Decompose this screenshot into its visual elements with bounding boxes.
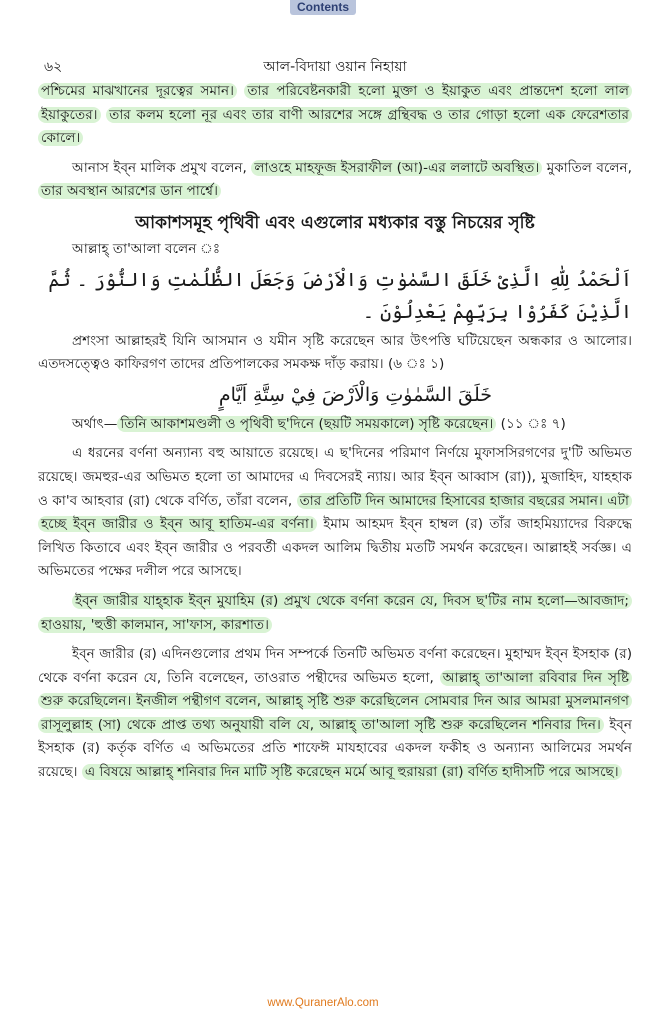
paragraph-6 (38, 590, 632, 637)
paragraph-7 (38, 643, 632, 785)
allah-says-line: আল্লাহ্ তা'আলা বলেন ঃ (72, 240, 221, 257)
highlight: পশ্চিমের মাঝখানের দূরত্বের সমান। (38, 83, 237, 99)
highlight: এ বিষয়ে আল্লাহ্ শনিবার দিন মাটি সৃষ্টি করেছেন মর্মে আবূ হুরায়রা (রা) বর্ণিত হাদীসটি পরে আসছে। (82, 764, 622, 780)
highlight: তার প্রতিটি দিন আমাদের হিসাবের হাজার বছরের সমান। এটা হচ্ছে ইব্‌ন জারীর ও ইব্‌ন আবূ হাতিম-এর বর্ণনা। (38, 493, 632, 533)
text-run: এ ধরনের বর্ণনা অন্যান্য বহু আয়াতে রয়েছে। এ ছ'দিনের পরিমাণ নির্ণয়ে মুফাসসিরগণের দু'টি অভিমত রয়েছে। জমহুর-এর অভিমত হলো তা আমাদের এ দিবসেরই ন্যায়। আর ইব্‌ন আব্বাস (রা)), মুজাহিদ, যাহহাক ও কা'ব আহবার (রা) থেকে বর্ণিত, তাঁরা বলেন, (38, 445, 632, 509)
paragraph-5 (38, 442, 632, 584)
highlight: তার পরিবেষ্টনকারী হলো মুক্তা ও ইয়াকুত এবং প্রান্তদেশ হলো লাল ইয়াকুতের। (38, 83, 632, 123)
text-run: ইমাম আহমদ ইব্‌ন হাম্বল (র) তাঁর জাহমিয়্যাদের বিরুদ্ধে লিখিত কিতাবে এবং ইব্‌ন জারীর ও পরবর্তী একদল আলিম দ্বিতীয় মতটি সমর্থন করেছেন। আল্লাহই সর্বজ্ঞ। এ অভিমতের পক্ষের দলীল পরে আসছে। (38, 516, 632, 580)
section-heading: আকাশসমূহ পৃথিবী এবং এগুলোর মধ্যকার বস্তু নিচয়ের সৃষ্টি (135, 212, 535, 233)
paragraph-1 (38, 80, 632, 151)
footer-website[interactable]: www.QuranerAlo.com (267, 997, 379, 1009)
highlight: তার অবস্থান আরশের ডান পার্শ্বে। (38, 183, 221, 199)
text-run: অর্থাৎ— (72, 415, 118, 432)
paragraph-3: প্রশংসা আল্লাহরই যিনি আসমান ও যমীন সৃষ্টি করেছেন আর উৎপত্তি ঘটিয়েছেন অন্ধকার ও আলোর। এতদসত্ত্বেও কাফিরগণ তাদের প্রতিপালকের সমকক্ষ দাঁড় করায়। (৬ ঃ ১) (38, 332, 632, 373)
running-header (38, 54, 632, 74)
top-bar (0, 0, 646, 16)
book-page (38, 54, 632, 990)
paragraph-4 (38, 413, 632, 437)
highlight: আল্লাহ্ তা'আলা রবিবার দিন সৃষ্টি শুরু করেছিলেন। ইনজীল পন্থীগণ বলেন, আল্লাহ্ সৃষ্টি শুরু করেছিলেন সোমবার দিন আর আমরা মুসলমানগণ রাসূলুল্লাহ (সা) থেকে প্রাপ্ত তথ্য অনুযায়ী বলি যে, আল্লাহ্ তা'আলা সৃষ্টি শুরু করেছিলেন শনিবার দিন। (38, 670, 632, 733)
contents-button[interactable]: Contents (290, 0, 356, 15)
text-run: ইব্‌ন জারীর (র) এদিনগুলোর প্রথম দিন সম্পর্কে তিনটি অভিমত বর্ণনা করেছেন। মুহাম্মদ ইব্‌ন ইসহাক (র) থেকে বর্ণনা করেন যে, তিনি বলেছেন, তাওরাত পন্থীদের অভিমত হলো, (38, 646, 632, 686)
highlight: তার কলম হলো নূর এবং তার বাণী আরশের সঙ্গে গ্রন্থিবদ্ধ ও তার গোড়া হলো এক ফেরেশতার কোলে। (38, 107, 632, 147)
arabic-verse-1: اَلْحَمْدُ لِلّٰهِ الَّذِىْ خَلَقَ السَّمٰوٰتِ وَالْاَرْضَ وَجَعَلَ الظُّلُمٰتِ وَالنُّوْرَ ۔ ثُمَّ الَّذِيْنَ كَفَرُوْا بِرَبِّهِمْ يَعْدِلُوْنَ ۔ (48, 268, 632, 323)
arabic-verse-2: خَلَقَ السَّمٰوٰتِ وَالْاَرْضَ فِيْ سِتَّةِ اَيَّامٍ (218, 383, 492, 406)
text-run: আনাস ইব্‌ন মালিক প্রমুখ বলেন, (72, 159, 247, 176)
text-run: ইব্‌ন ইসহাক (র) কর্তৃক বর্ণিত এ অভিমতের প্রতি শাফেঈ মাযহাবের একদল ফকীহ ও অন্যান্য আলিমের সমর্থন রয়েছে। (38, 716, 632, 781)
book-title: আল-বিদায়া ওয়ান নিহায়া (263, 59, 407, 75)
highlight: তিনি আকাশমণ্ডলী ও পৃথিবী ছ'দিনে (ছয়টি সময়কালে) সৃষ্টি করেছেন। (117, 416, 496, 432)
page-number: ৬২ (44, 59, 63, 75)
highlight: লাওহে মাহফূজ ইসরাফীল (আ)-এর ললাটে অবস্থিত। (251, 160, 542, 176)
text-run: মুকাতিল বলেন, (546, 159, 632, 176)
paragraph-2 (38, 157, 632, 204)
text-run: (১১ ঃ ৭) (500, 415, 566, 432)
highlight: ইব্‌ন জারীর যাহ্হাক ইব্‌ন মুযাহিম (র) প্রমুখ থেকে বর্ণনা করেন যে, দিবস ছ'টির নাম হলো—আবজাদ; হাওয়ায়, 'হুত্তী কালমান, সা'ফাস, কারশাত। (38, 593, 632, 633)
